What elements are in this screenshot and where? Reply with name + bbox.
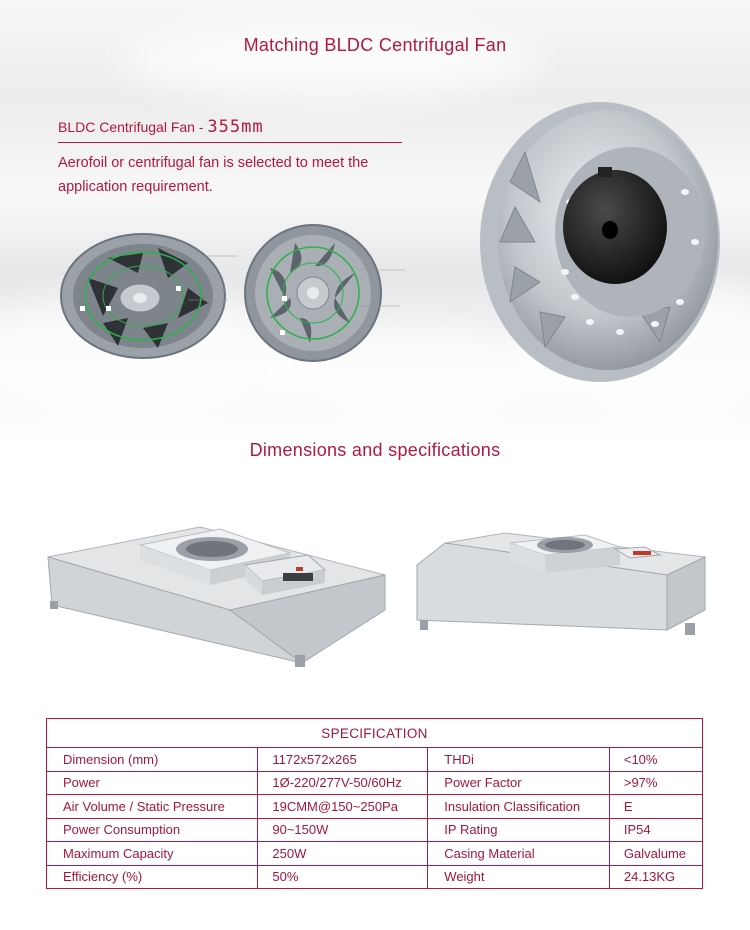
section-title: Dimensions and specifications [249, 440, 501, 460]
table-row [47, 818, 703, 842]
specification-table [46, 718, 703, 889]
spec-value: 24.13KG [609, 865, 702, 889]
centrifugal-fan-image [470, 92, 730, 392]
spec-value: 250W [258, 842, 428, 866]
spec-value: 19CMM@150~250Pa [258, 795, 428, 819]
spec-label: Maximum Capacity [47, 842, 258, 866]
table-row [47, 865, 703, 889]
spec-value: 1Ø-220/277V-50/60Hz [258, 771, 428, 795]
subtitle-underline [58, 142, 402, 143]
spec-label: Dimension (mm) [47, 748, 258, 772]
spec-value: 50% [258, 865, 428, 889]
impeller-simulation-image-1 [48, 218, 238, 368]
fan-subtitle [58, 117, 264, 137]
impeller-simulation-image-2 [240, 218, 420, 368]
spec-label: Casing Material [428, 842, 610, 866]
table-row [47, 795, 703, 819]
spec-label: Power Factor [428, 771, 610, 795]
fan-description: Aerofoil or centrifugal fan is selected to meet the application requirement. [58, 155, 369, 195]
spec-value: IP54 [609, 818, 702, 842]
table-row [47, 842, 703, 866]
fan-filter-unit-image-1 [40, 515, 390, 670]
fan-size: 355mm [207, 117, 264, 137]
spec-value: >97% [609, 771, 702, 795]
table-header: SPECIFICATION [47, 719, 703, 748]
spec-label: Power Consumption [47, 818, 258, 842]
spec-value: <10% [609, 748, 702, 772]
spec-label: THDi [428, 748, 610, 772]
page-title: Matching BLDC Centrifugal Fan [243, 35, 507, 55]
spec-label: Air Volume / Static Pressure [47, 795, 258, 819]
spec-value: Galvalume [609, 842, 702, 866]
spec-value: 90~150W [258, 818, 428, 842]
fan-filter-unit-image-2 [405, 525, 715, 640]
spec-value: 1172x572x265 [258, 748, 428, 772]
spec-label: Power [47, 771, 258, 795]
spec-label: Efficiency (%) [47, 865, 258, 889]
fan-subtitle-text: BLDC Centrifugal Fan - [58, 119, 208, 135]
table-header-row [47, 719, 703, 748]
spec-label: Weight [428, 865, 610, 889]
table-row [47, 771, 703, 795]
spec-value: E [609, 795, 702, 819]
spec-label: IP Rating [428, 818, 610, 842]
spec-label: Insulation Classification [428, 795, 610, 819]
table-row [47, 748, 703, 772]
